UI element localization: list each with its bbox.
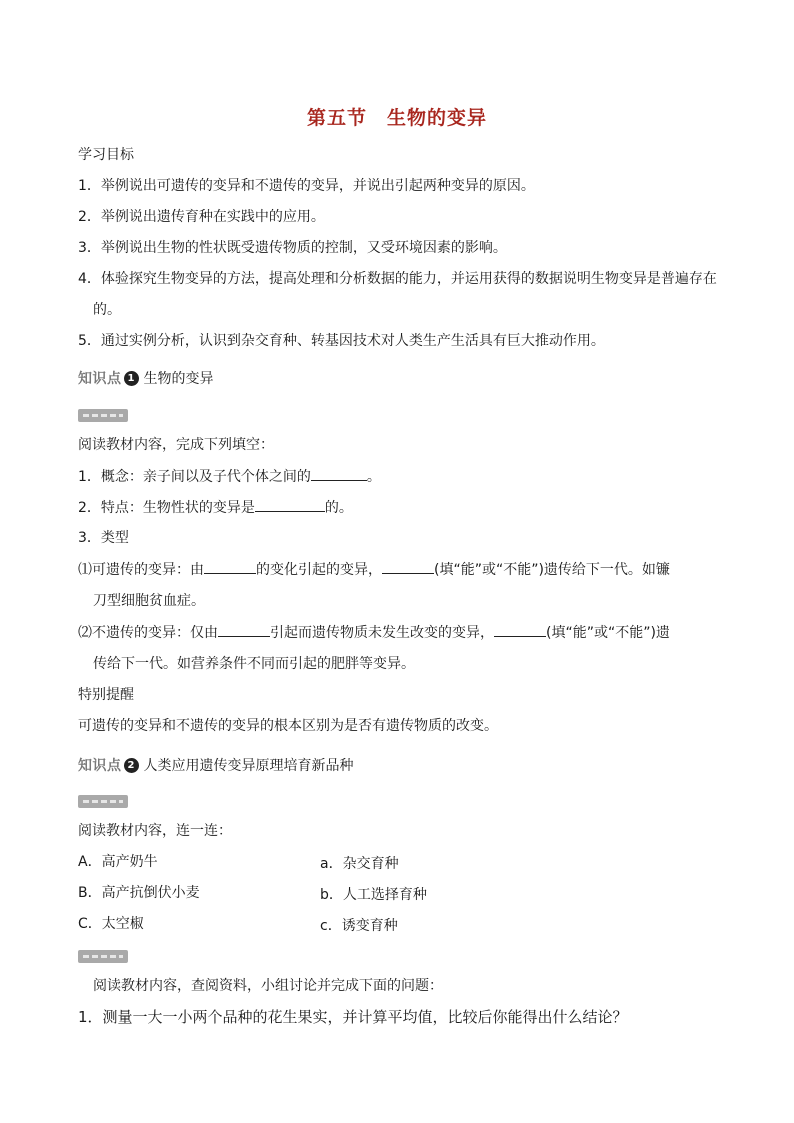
match-right-item: c．诱变育种 <box>320 918 398 934</box>
kp1-question-2 <box>78 498 353 517</box>
question-text: ⑴可遗传的变异：由 <box>78 562 204 578</box>
explore-question-1: 1．测量一大一小两个品种的花生果实，并计算平均值，比较后你能得出什么结论？ <box>78 1008 628 1026</box>
section-tag-icon <box>78 409 128 422</box>
objective-item: 5．通过实例分析，认识到杂交育种、转基因技术对人类生产生活具有巨大推动作用。 <box>78 333 605 349</box>
page-title: 第五节 生物的变异 <box>306 107 487 129</box>
question-text: 的变化引起的变异， <box>256 562 382 578</box>
question-text: 2．特点：生物性状的变异是 <box>78 500 255 516</box>
objective-item: 3．举例说出生物的性状既受遗传物质的控制，又受环境因素的影响。 <box>78 240 507 256</box>
question-text: 的。 <box>324 500 353 516</box>
objective-item: 2．举例说出遗传育种在实践中的应用。 <box>78 209 325 225</box>
match-right-item: a．杂交育种 <box>320 856 399 872</box>
objectives-heading: 学习目标 <box>78 147 134 163</box>
match-right-item: b．人工选择育种 <box>320 887 427 903</box>
objective-item: 1．举例说出可遗传的变异和不遗传的变异，并说出引起两种变异的原因。 <box>78 178 535 194</box>
match-left-item: C．太空椒 <box>78 916 144 932</box>
knowledge-point-1-heading <box>78 368 214 388</box>
question-text: 引起而遗传物质未发生改变的变异， <box>270 625 494 641</box>
fill-blank[interactable] <box>311 467 367 481</box>
special-tip-heading: 特别提醒 <box>78 687 134 703</box>
knowledge-point-2-heading <box>78 755 354 775</box>
kp1-intro: 阅读教材内容，完成下列填空： <box>78 437 274 453</box>
knowledge-point-title: 人类应用遗传变异原理培育新品种 <box>143 758 354 774</box>
kp1-type-2 <box>78 623 670 642</box>
number-badge-icon: 1 <box>124 371 139 386</box>
number-badge-icon: 2 <box>124 758 139 773</box>
objective-item: 4．体验探究生物变异的方法，提高处理和分析数据的能力，并运用获得的数据说明生物变异是普遍存在 <box>78 271 717 287</box>
fill-blank[interactable] <box>204 560 256 574</box>
fill-blank[interactable] <box>494 623 546 637</box>
question-text: (填“能”或“不能”)遗传给下一代。如镰 <box>434 562 670 578</box>
fill-blank[interactable] <box>255 498 325 512</box>
explore-intro: 阅读教材内容，查阅资料，小组讨论并完成下面的问题： <box>93 978 443 994</box>
section-tag-icon <box>78 795 128 808</box>
objective-item-continuation: 的。 <box>93 302 121 318</box>
question-text: 1．概念：亲子间以及子代个体之间的 <box>78 469 311 485</box>
knowledge-point-title: 生物的变异 <box>143 371 214 387</box>
question-text: ⑵不遗传的变异：仅由 <box>78 625 218 641</box>
kp1-question-3: 3．类型 <box>78 530 129 546</box>
match-left-item: A．高产奶牛 <box>78 854 158 870</box>
kp2-intro: 阅读教材内容，连一连： <box>78 823 232 839</box>
kp1-type-1-continuation: 刀型细胞贫血症。 <box>93 593 205 609</box>
fill-blank[interactable] <box>382 560 434 574</box>
knowledge-point-label: 知识点 <box>78 758 122 774</box>
knowledge-point-label: 知识点 <box>78 371 122 387</box>
kp1-type-1 <box>78 560 670 579</box>
kp1-question-1 <box>78 467 381 486</box>
special-tip-text: 可遗传的变异和不遗传的变异的根本区别为是否有遗传物质的改变。 <box>78 718 498 734</box>
question-text: 。 <box>366 469 381 485</box>
section-tag-icon <box>78 950 128 963</box>
match-left-item: B．高产抗倒伏小麦 <box>78 885 200 901</box>
fill-blank[interactable] <box>218 623 270 637</box>
kp1-type-2-continuation: 传给下一代。如营养条件不同而引起的肥胖等变异。 <box>93 656 415 672</box>
question-text: (填“能”或“不能”)遗 <box>546 625 670 641</box>
